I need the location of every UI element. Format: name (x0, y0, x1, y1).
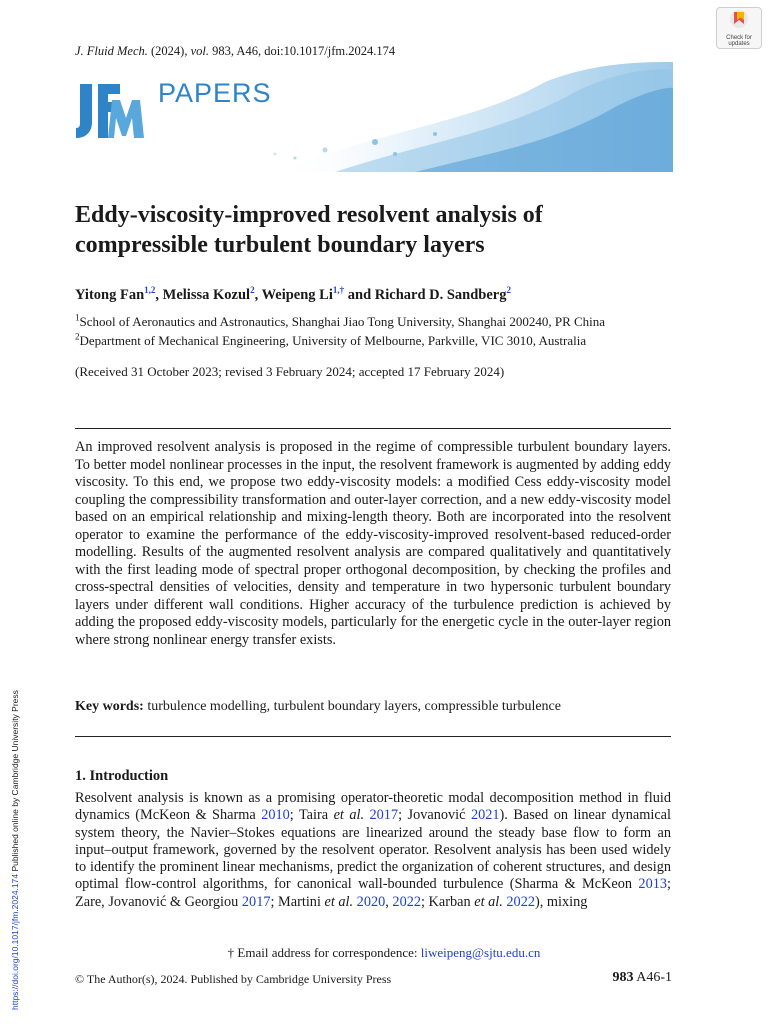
paragraph-text: ), mixing (534, 893, 588, 910)
paragraph-text: ). Based on linear dynamical system theory, the Navier–Stokes equations are linearized around the steady base flow to form an input–output framework, governed by the resolvent operator. Resolvent analysis has been used widely to identify the prominent linear mechanisms, predict the organization of coherent structures, and design optimal flow-control algorithms, for canonical wall-bounded turbulence (Sharma & McKeon (75, 807, 672, 893)
section-heading: 1. Introduction (75, 768, 169, 784)
author-name: Weipeng Li (261, 287, 333, 303)
citation-link[interactable]: 2022 (392, 893, 422, 910)
received-dates: (Received 31 October 2023; revised 3 February 2024; accepted 17 February 2024) (75, 364, 505, 379)
paragraph-text: ; Karban (421, 893, 475, 910)
paragraph-text: ; Taira (289, 807, 334, 824)
citation-link[interactable]: 2022 (506, 893, 535, 910)
citation-link[interactable]: 2020 (356, 893, 386, 910)
affiliation: $^2$Department of Mechanical Engineering, University of Melbourne, Parkville, VIC 3010, Australia (75, 331, 587, 348)
correspondence-footnote: † Email address for correspondence: liweipeng@sjtu.edu.cn (227, 945, 541, 960)
author-affiliation-ref[interactable]: 2 (506, 285, 511, 296)
italic-text: et al. (324, 893, 354, 910)
citation-link[interactable]: 2021 (470, 807, 500, 824)
check-for-updates-badge[interactable]: Check for updates (716, 7, 762, 49)
author-affiliation-ref[interactable]: 2 (250, 285, 255, 296)
citation-link[interactable]: 2010 (261, 807, 290, 824)
author-name: Yitong Fan (75, 287, 145, 303)
author-affiliation-ref[interactable]: 1,2 (144, 285, 156, 296)
paragraph-text: , (385, 893, 393, 910)
author-name: Richard D. Sandberg (374, 287, 507, 303)
author-name: Melissa Kozul (162, 287, 251, 303)
paragraph-text: Resolvent analysis is known as a promising operator-theoretic modal decomposition method in fluid dynamics (McKeon & Sharma (75, 790, 671, 824)
article-title: Eddy-viscosity-improved resolvent analysis of compressible turbulent boundary layers (75, 202, 543, 258)
paragraph-text: ; Martini (270, 893, 325, 910)
paragraph-text: ; Jovanović (398, 807, 471, 824)
papers-label: PAPERS (158, 78, 272, 108)
email-link[interactable]: liweipeng@sjtu.edu.cn (420, 945, 541, 960)
author-affiliation-ref[interactable]: 1,† (332, 285, 345, 296)
intro-paragraph (75, 790, 671, 911)
page-number: 983 A46-1 (612, 970, 672, 985)
journal-citation: J. Fluid Mech. (2024), vol. 983, A46, doi:10.1017/jfm.2024.174 (75, 44, 396, 58)
italic-text: et al. (474, 893, 503, 910)
doi-link[interactable]: https://doi.org/10.1017/jfm.2024.174 (10, 873, 20, 1010)
side-doi-note: https://doi.org/10.1017/jfm.2024.174 Published online by Cambridge University Press (10, 690, 20, 1010)
divider (75, 428, 671, 429)
italic-text: et al. (333, 807, 365, 824)
journal-name: J. Fluid Mech. (75, 44, 148, 58)
citation-link[interactable]: 2017 (369, 807, 399, 824)
author-list: Yitong Fan$^{1,2}$, Melissa Kozul$^2$, Weipeng $Li^{1,\dagger}$ and Richard D. Sandberg$^2$ (75, 285, 511, 303)
jfm-logo (76, 82, 148, 142)
copyright-notice: © The Author(s), 2024. Published by Cambridge University Press (75, 972, 392, 986)
abstract: An improved resolvent analysis is proposed in the regime of compressible turbulent boundary layers. To better model nonlinear processes in the input, the resolvent framework is augmented by adding eddy viscosity. To this end, we propose two eddy-viscosity models: a modified Cess eddy-viscosity model coupling the compressibility transformation and outer-layer correction, and a new eddy-viscosity model based on an empirical relationship and mixing-length theory. Both are incorporated into the resolvent operator to examine the performance of the eddy-viscosity-improved resolvent-based reduced-order modelling. Results of the augmented resolvent analysis are compared qualitatively and quantitatively with the first leading mode of spectral proper orthogonal decomposition, by checking the profiles and cross-spectral densities of velocities, density and temperature in two hypersonic turbulent boundary layers under different wall conditions. Higher accuracy of the turbulence prediction is achieved by adding the proposed eddy-viscosity models, particularly for the energetic cycle in the outer-layer region where strong nonlinear energy transfer exists. (75, 439, 671, 648)
affiliation: $^1$School of Aeronautics and Astronautics, Shanghai Jiao Tong University, Shanghai 200240, PR China (75, 312, 606, 329)
keywords: Key words: turbulence modelling, turbulent boundary layers, compressible turbulence (75, 699, 561, 714)
bookmark-icon (728, 8, 750, 30)
divider (75, 736, 671, 737)
paragraph-text: ; Zare, Jovanović & Georgiou (75, 876, 671, 910)
citation-link[interactable]: 2013 (638, 876, 668, 893)
citation-link[interactable]: 2017 (241, 893, 271, 910)
keywords-label: Key words: (75, 699, 144, 714)
